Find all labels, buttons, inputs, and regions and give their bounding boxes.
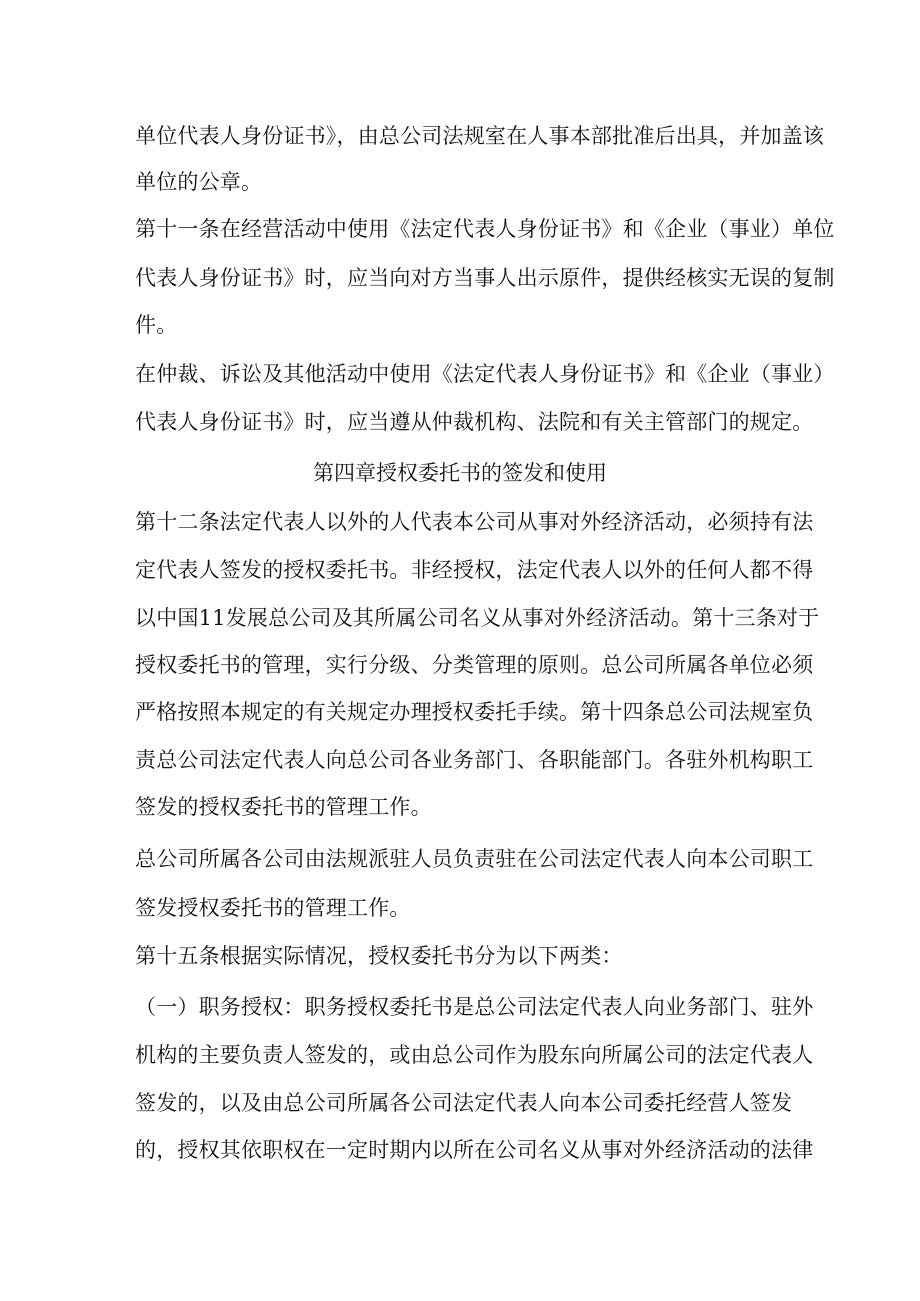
- text-line-19: （一）职务授权：职务授权委托书是总公司法定代表人向业务部门、驻外: [135, 995, 814, 1019]
- text-line-9: 第十二条法定代表人以外的人代表本公司从事对外经济活动，必须持有法: [135, 510, 814, 534]
- text-line-7: 代表人身份证书》时，应当遵从仲裁机构、法院和有关主管部门的规定。: [135, 410, 814, 434]
- text-line-2: 单位的公章。: [135, 170, 263, 194]
- text-line-21: 签发的，以及由总公司所属各公司法定代表人向本公司委托经营人签发: [135, 1091, 793, 1115]
- text-line-6: 在仲裁、诉讼及其他活动中使用《法定代表人身份证书》和《企业（事业）: [135, 362, 835, 386]
- text-line-22: 的，授权其依职权在一定时期内以所在公司名义从事对外经济活动的法律: [135, 1138, 814, 1162]
- text-line-13: 严格按照本规定的有关规定办理授权委托手续。第十四条总公司法规室负: [135, 700, 814, 724]
- text-line-16: 总公司所属各公司由法规派驻人员负责驻在公司法定代表人向本公司职工: [135, 847, 814, 871]
- text-line-11: 以中国11发展总公司及其所属公司名义从事对外经济活动。第十三条对于: [135, 606, 820, 630]
- text-line-17: 签发授权委托书的管理工作。: [135, 896, 411, 920]
- text-line-12: 授权委托书的管理，实行分级、分类管理的原则。总公司所属各单位必须: [135, 653, 814, 677]
- text-line-4: 代表人身份证书》时，应当向对方当事人出示原件，提供经核实无误的复制: [135, 266, 835, 290]
- text-line-1: 单位代表人身份证书》，由总公司法规室在人事本部批准后出具，并加盖该: [135, 124, 825, 148]
- text-line-10: 定代表人签发的授权委托书。非经授权，法定代表人以外的任何人都不得: [135, 558, 814, 582]
- text-line-14: 责总公司法定代表人向总公司各业务部门、各职能部门。各驻外机构职工: [135, 748, 814, 772]
- chapter-heading: 第四章授权委托书的签发和使用: [313, 461, 607, 485]
- text-line-18: 第十五条根据实际情况，授权委托书分为以下两类：: [135, 944, 623, 968]
- text-line-15: 签发的授权委托书的管理工作。: [135, 795, 432, 819]
- text-line-20: 机构的主要负责人签发的，或由总公司作为股东向所属公司的法定代表人: [135, 1043, 814, 1067]
- text-line-3: 第十一条在经营活动中使用《法定代表人身份证书》和《企业（事业）单位: [135, 217, 835, 241]
- text-line-5: 件。: [135, 313, 178, 337]
